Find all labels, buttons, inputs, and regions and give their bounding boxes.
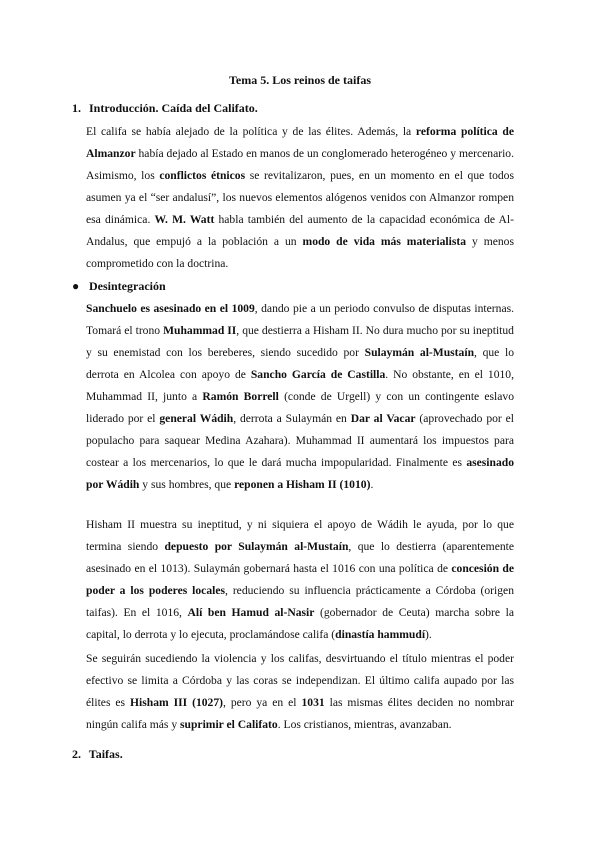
paragraph-introduction: El califa se había alejado de la política y de las élites. Además, la reforma política de Almanzor había dejado al Estado en manos de un conglomerado heterogéneo y mercenario. Asimismo, los conflictos étnicos se revitalizaron, pues, en un momento en el que todos asumen ya el “ser andalusí”, los nuevos elementos alógenos venidos con Almanzor rompen esa dinámica. W. M. Watt habla también del aumento de la capacidad económica de Al-Andalus, que empujó a la población a un modo de vida más materialista y menos comprometido con la doctrina. (86, 125, 514, 270)
section-2-title: Taifas. (88, 747, 123, 761)
paragraph-desintegracion-1: Sanchuelo es asesinado en el 1009, dando pie a un periodo convulso de disputas internas. Tomará el trono Muhammad II, que destierra a Hisham II. No dura mucho por su ineptitud y su enemistad con los bereberes, siendo sucedido por Sulaymán al-Mustaín, que lo derrota en Alcolea con apoyo de Sancho García de Castilla. No obstante, en el 1010, Muhammad II, junto a Ramón Borrell (conde de Urgell) y con un contingente eslavo liderado por el general Wádih, derrota a Sulaymán en Dar al Vacar (aprovechado por el populacho para saquear Medina Azahara). Muhammad II aumentará los impuestos para costear a los mercenarios, lo que le dará mucha impopularidad. Finalmente es asesinado por Wádih y sus hombres, que reponen a Hisham II (1010). (86, 302, 515, 491)
section-1-title: Introducción. Caída del Califato. (89, 101, 258, 115)
bullet-heading-desintegracion (72, 276, 166, 296)
bullet-heading-text: Desintegración (89, 279, 166, 293)
paragraph-desintegracion-3: Se seguirán sucediendo la violencia y los califas, desvirtuando el título mientras el poder efectivo se limita a Córdoba y las coras se independizan. El último califa aupado por las élites es Hisham III (1027), pero ya en el 1031 las mismas élites deciden no nombrar ningún califa más y suprimir el Califato. Los cristianos, mientras, avanzaban. (86, 652, 514, 731)
paragraph-desintegracion-2: Hisham II muestra su ineptitud, y ni siquiera el apoyo de Wádih le ayuda, por lo que termina siendo depuesto por Sulaymán al-Mustaín, que lo destierra (aparentemente asesinado en el 1013). Sulaymán gobernará hasta el 1016 con una política de concesión de poder a los poderes locales, reduciendo su influencia prácticamente a Córdoba (origen taifas). En el 1016, Alí ben Hamud al-Nasir (gobernador de Ceuta) marcha sobre la capital, lo derrota y lo ejecuta, proclamándose califa (dinastía hammudí). (86, 518, 515, 641)
section-1-number: 1. (72, 101, 81, 115)
document-title: Tema 5. Los reinos de taifas (228, 73, 371, 87)
section-2-heading (72, 744, 123, 764)
bullet-icon: ● (72, 279, 80, 293)
section-2-number: 2. (72, 747, 81, 761)
section-1-heading (72, 98, 258, 118)
